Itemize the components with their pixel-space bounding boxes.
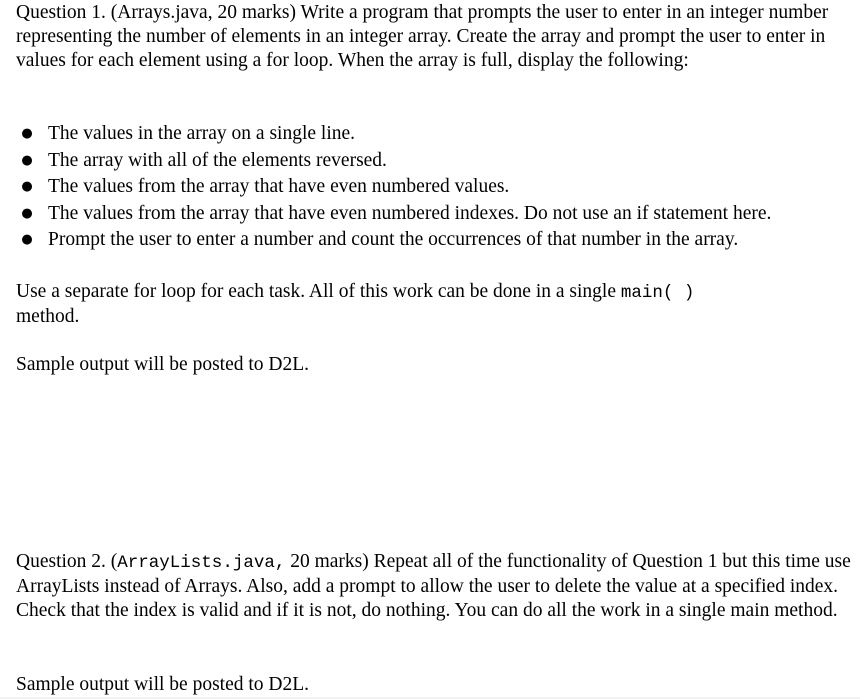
bullet-icon: ● xyxy=(21,126,33,141)
task-text: Prompt the user to enter a number and count the occurrences of that number in the array. xyxy=(48,229,739,250)
question-2-description: Repeat all of the functionality of Question 1 but this time use ArrayLists instead of Arrays. Also, add a prompt to allow the user to delete the value at a specified index. Check that the index is valid and if it is not, do nothing. You can do all the work in a single main method. xyxy=(16,551,851,621)
arraylists-file-code: ArrayLists.java, xyxy=(117,553,286,573)
question-1-file-marks: (Arrays.java, 20 marks) xyxy=(110,2,296,23)
task-text: The values from the array that have even numbered values. xyxy=(48,176,510,197)
question-1-note xyxy=(16,280,854,329)
question-2-heading: Question 2. xyxy=(16,551,106,572)
list-item xyxy=(16,122,856,149)
question-1-intro xyxy=(16,1,854,73)
bullet-icon: ● xyxy=(21,152,33,168)
bullet-icon: ● xyxy=(21,232,33,247)
question-1-description: Write a program that prompts the user to enter in an integer number representing the number of elements in an integer array. Create the array and prompt the user to enter in values for each element using a for loop. When the array is full, display the following: xyxy=(16,2,829,71)
question-1-heading: Question 1. xyxy=(16,2,106,23)
question-2-sample-note: Sample output will be posted to D2L. xyxy=(16,674,310,695)
open-paren: ( xyxy=(110,551,118,572)
question-2-text xyxy=(16,550,854,623)
note-text-end: method. xyxy=(16,306,80,327)
list-item xyxy=(16,149,856,176)
note-text: Use a separate for loop for each task. All of this work can be done in a single xyxy=(16,281,616,302)
list-item xyxy=(16,228,856,255)
bullet-icon: ● xyxy=(21,205,33,221)
question-1-sample-note: Sample output will be posted to D2L. xyxy=(16,354,310,375)
bullet-icon: ● xyxy=(21,179,33,194)
task-text: The array with all of the elements reversed. xyxy=(48,149,387,171)
list-item xyxy=(16,175,856,202)
list-item xyxy=(16,202,856,229)
question-2-marks: 20 marks) xyxy=(290,551,369,572)
task-text: The values in the array on a single line. xyxy=(48,123,356,144)
task-text: The values from the array that have even numbered indexes. Do not use an if statement here. xyxy=(48,202,772,224)
main-method-code: main( ) xyxy=(620,283,695,303)
question-1-task-list xyxy=(16,122,856,255)
